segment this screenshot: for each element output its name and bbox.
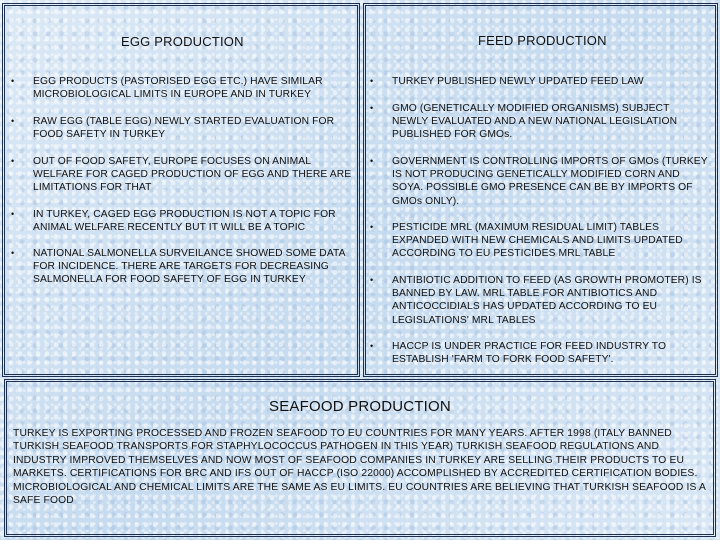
bullet-icon: •: [11, 76, 15, 86]
bullet-icon: •: [11, 209, 15, 219]
feed-production-title: FEED PRODUCTION: [478, 33, 607, 48]
egg-production-title: EGG PRODUCTION: [121, 34, 244, 49]
bullet-icon: •: [11, 156, 15, 166]
egg-production-panel: [2, 3, 360, 377]
feed-bullet-text: GOVERNMENT IS CONTROLLING IMPORTS OF GMOs (TURKEY IS NOT PRODUCING GENETICALLY MODIFIED CORN AND SOYA. POSSIBLE GMO PRESENCE CAN BE BY IMPORTS OF GMOs ONLY).: [392, 156, 708, 207]
bullet-icon: •: [370, 76, 374, 86]
egg-bullet-text: EGG PRODUCTS (PASTORISED EGG ETC.) HAVE SIMILAR MICROBIOLOGICAL LIMITS IN EUROPE AND IN TURKEY: [33, 76, 323, 101]
bullet-icon: •: [370, 222, 374, 232]
list-item: [11, 155, 353, 195]
bullet-icon: •: [370, 275, 374, 285]
list-item: [11, 75, 353, 101]
seafood-paragraph: TURKEY IS EXPORTING PROCESSED AND FROZEN SEAFOOD TO EU COUNTRIES FOR MANY YEARS. AFTER 1998 (ITALY BANNED TURKISH SEAFOOD TRANSPORTS FOR STAPHYLOCOCCUS PATHOGEN IN THIS YEAR) TURKISH SEAFOOD REGULATIONS AND INDUSTRY IMPROVED THEMSELVES AND NOW MOST OF SEAFOOD COMPANIES IN TURKEY ARE SELLING THEIR PRODUCTS TO EU MARKETS. CERTIFICATIONS FOR BRC AND IFS OUT OF HACCP (ISO 22000) ACCOMPLISHED BY ACCREDITED CERTIFICATION BODIES. MICROBIOLOGICAL AND CHEMICAL LIMITS ARE THE SAME AS EU LIMITS. EU COUNTRIES ARE BELIEVING THAT TURKISH SEAFOOD IS A SAFE FOOD: [13, 428, 706, 507]
list-item: [370, 221, 708, 261]
feed-bullet-text: ANTIBIOTIC ADDITION TO FEED (AS GROWTH PROMOTER) IS BANNED BY LAW. MRL TABLE FOR ANTIBIOTICS AND ANTICOCCIDIALS HAS UPDATED ACCORDING TO EU LEGISLATIONS' MRL TABLES: [392, 275, 702, 326]
list-item: [370, 340, 708, 366]
egg-bullet-text: OUT OF FOOD SAFETY, EUROPE FOCUSES ON ANIMAL WELFARE FOR CAGED PRODUCTION OF EGG AND THERE ARE LIMITATIONS FOR THAT: [33, 156, 352, 194]
seafood-production-title: SEAFOOD PRODUCTION: [269, 398, 451, 415]
list-item: [11, 247, 353, 287]
list-item: [11, 208, 353, 234]
feed-production-panel: [363, 3, 718, 377]
egg-bullet-text: IN TURKEY, CAGED EGG PRODUCTION IS NOT A TOPIC FOR ANIMAL WELFARE RECENTLY BUT IT WILL BE A TOPIC: [33, 209, 336, 234]
egg-bullet-text: NATIONAL SALMONELLA SURVEILANCE SHOWED SOME DATA FOR INCIDENCE. THERE ARE TARGETS FOR DECREASING SALMONELLA FOR FOOD SAFETY OF EGG IN TURKEY: [33, 248, 346, 286]
feed-bullet-text: TURKEY PUBLISHED NEWLY UPDATED FEED LAW: [392, 76, 644, 87]
feed-bullet-text: GMO (GENETICALLY MODIFIED ORGANISMS) SUBJECT NEWLY EVALUATED AND A NEW NATIONAL LEGISLATION PUBLISHED FOR GMOs.: [392, 103, 678, 141]
seafood-production-panel: [4, 379, 716, 537]
bullet-icon: •: [11, 248, 15, 258]
feed-bullet-text: PESTICIDE MRL (MAXIMUM RESIDUAL LIMIT) TABLES EXPANDED WITH NEW CHEMICALS AND LIMITS UPDATED ACCORDING TO EU PESTICIDES MRL TABLE: [392, 222, 683, 260]
bullet-icon: •: [11, 116, 15, 126]
egg-bullet-text: RAW EGG (TABLE EGG) NEWLY STARTED EVALUATION FOR FOOD SAFETY IN TURKEY: [33, 116, 335, 141]
bullet-icon: •: [370, 103, 374, 113]
list-item: [370, 75, 644, 88]
bullet-icon: •: [370, 341, 374, 351]
list-item: [370, 102, 708, 142]
list-item: [11, 115, 353, 141]
list-item: [370, 274, 708, 327]
feed-bullet-text: HACCP IS UNDER PRACTICE FOR FEED INDUSTRY TO ESTABLISH 'FARM TO FORK FOOD SAFETY'.: [392, 341, 667, 366]
bullet-icon: •: [370, 156, 374, 166]
list-item: [370, 155, 708, 208]
